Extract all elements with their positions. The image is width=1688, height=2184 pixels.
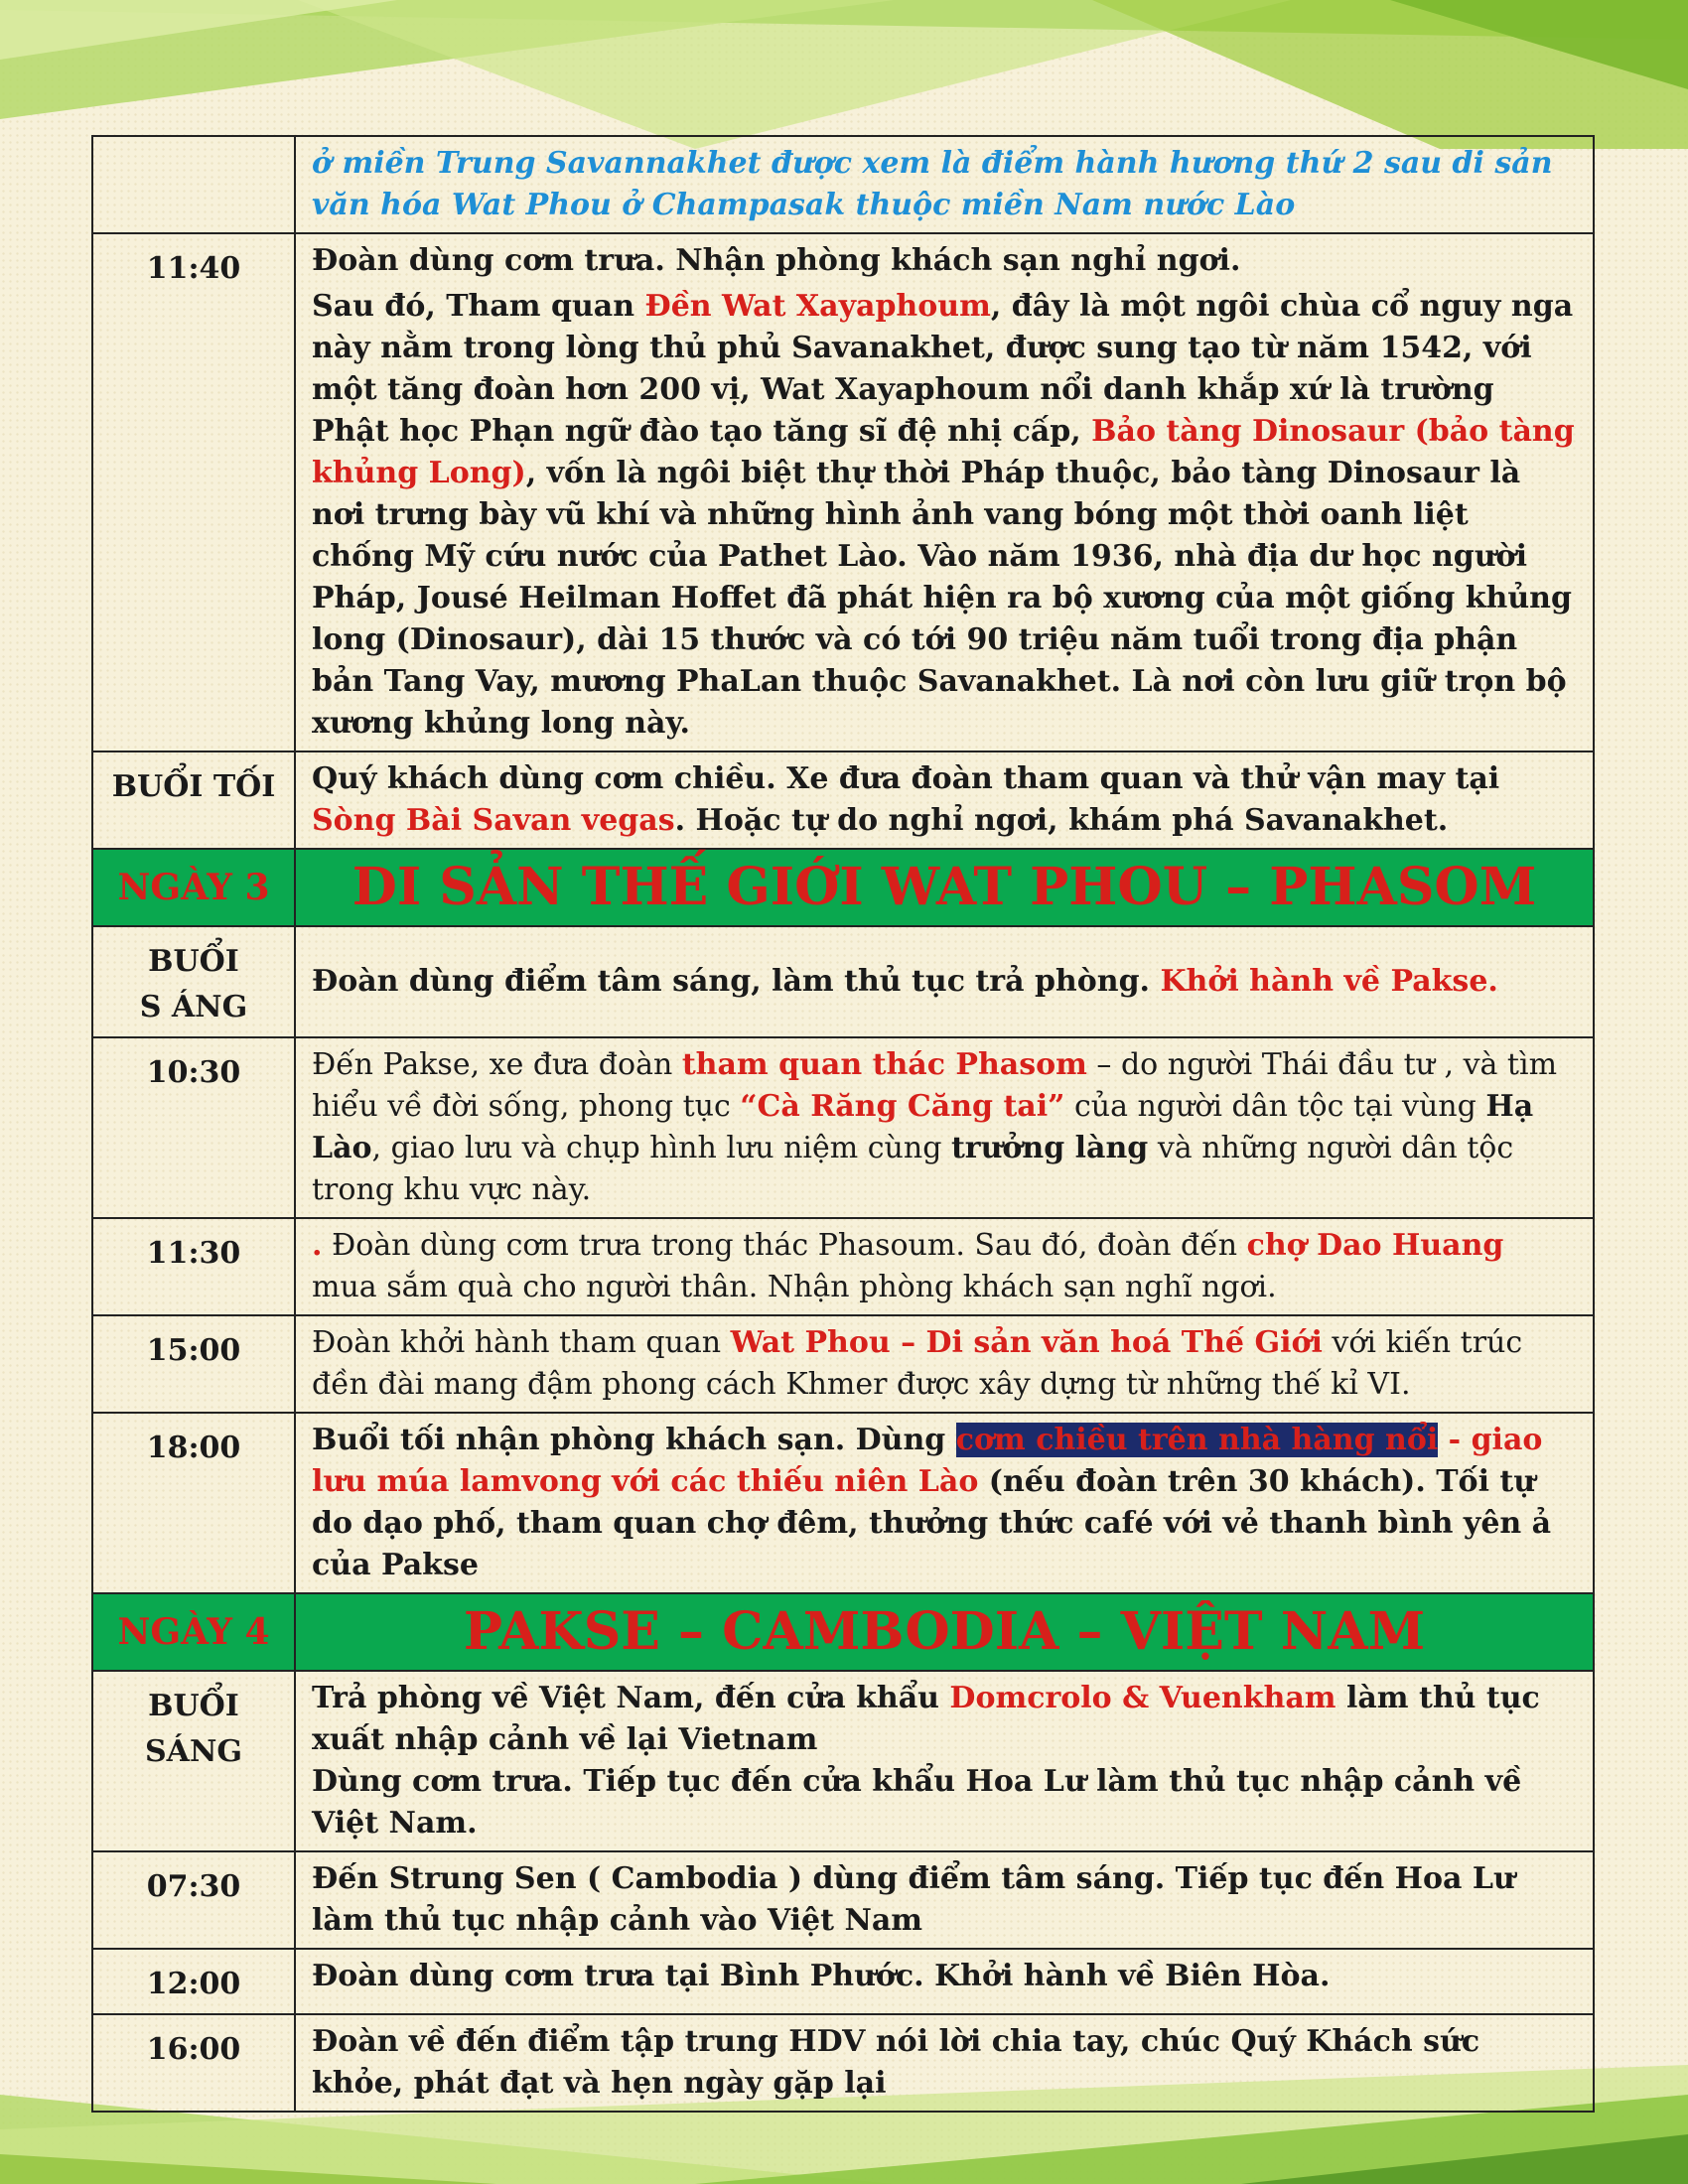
time-cell [92,926,295,1037]
description-text: - [1438,1423,1472,1457]
description-text: , giao lưu và chụp hình lưu niệm cùng [371,1131,951,1165]
description-text: (nếu đoàn trên 30 khách). Tối tự do dạo phố, tham quan chợ đêm, thưởng thức café với vẻ thanh bình yên ả của Pakse [312,1464,1552,1582]
description-cell: Đoàn về đến điểm tập trung HDV nói lời chia tay, chúc Quý Khách sức khỏe, phát đạt và hẹn ngày gặp lại [295,2014,1594,2112]
description-cell: Đến Strung Sen ( Cambodia ) dùng điểm tâm sáng. Tiếp tục đến Hoa Lư làm thủ tục nhập cảnh vào Việt Nam [295,1851,1594,1949]
description-text: Đoàn dùng cơm trưa. Nhận phòng khách sạn nghỉ ngơi. [312,243,1241,278]
description-text: , đây là một ngôi chùa cổ nguy nga này nằm trong lòng thủ phủ Savanakhet, được sung tạo từ năm 1542, với một tăng đoàn hơn 200 vị, Wat Xayaphoum nổi danh khắp xứ là trường Phật học Phạn ngữ đào tạo tăng sĩ đệ nhị cấp, [312,289,1574,449]
table-row [92,1413,1594,1593]
time-cell: 10:30 [92,1037,295,1218]
time-line: BUỔI [148,1689,239,1723]
description-cell: Đoàn dùng cơm trưa tại Bình Phước. Khởi hành về Biên Hòa. [295,1949,1594,2014]
time-line: BUỔI [148,944,239,979]
time-cell [92,136,295,233]
day-label: NGÀY 3 [92,849,295,926]
itinerary-table [91,135,1595,2113]
table-row [92,233,1594,751]
time-cell: 12:00 [92,1949,295,2014]
description-cell [295,926,1594,1037]
table-row [92,136,1594,233]
description-text: – do người Thái đầu tư , và tìm hiểu về đời sống, phong tục [312,1047,1558,1124]
table-row [92,1671,1594,1851]
description-text: ở miền Trung Savannakhet được xem là điểm hành hương thứ 2 sau di sản văn hóa Wat Phou ở Champasak thuộc miền Nam nước Lào [312,146,1553,222]
description-text: Đến Pakse, xe đưa đoàn [312,1047,682,1082]
description-text: Buổi tối nhận phòng khách sạn. Dùng [312,1423,956,1457]
description-cell [295,1315,1594,1413]
description-text: của người dân tộc tại vùng [1064,1089,1486,1124]
table-row [92,1315,1594,1413]
top-green-decoration [0,0,1688,149]
bold-term: Hạ Lào [312,1089,1534,1165]
time-cell: 16:00 [92,2014,295,2112]
time-cell: 15:00 [92,1315,295,1413]
day-title: PAKSE – CAMBODIA – VIỆT NAM [295,1593,1594,1671]
highlight-activity: giao lưu múa lamvong với các thiếu niên Lào [312,1423,1543,1499]
time-cell [92,1671,295,1851]
time-cell: 07:30 [92,1851,295,1949]
highlight-place: Khởi hành về Pakse. [1160,964,1498,999]
time-cell: BUỔI TỐI [92,751,295,849]
description-text: với kiến trúc đền đài mang đậm phong cách Khmer được xây dựng từ những thế kỉ VI. [312,1325,1523,1402]
description-text: làm thủ tục xuất nhập cảnh về lại Vietnam [312,1681,1540,1757]
description-cell [295,1218,1594,1315]
description-text: Đoàn khởi hành tham quan [312,1325,731,1360]
bullet-dot: . [312,1228,323,1263]
table-row [92,1949,1594,2014]
time-line: S ÁNG [139,990,248,1024]
table-row [92,1851,1594,1949]
highlighted-text: cơm chiều trên nhà hàng nổi [955,1423,1439,1457]
description-text: Đoàn dùng cơm trưa trong thác Phasoum. Sau đó, đoàn đến [322,1228,1247,1263]
time-cell: 11:40 [92,233,295,751]
description-cell [295,1671,1594,1851]
description-text: Sau đó, Tham quan [312,289,645,324]
table-row [92,1218,1594,1315]
time-cell: 11:30 [92,1218,295,1315]
description-text: Đoàn dùng điểm tâm sáng, làm thủ tục trả phòng. [312,964,1161,999]
day-header-row [92,1593,1594,1671]
description-text: , vốn là ngôi biệt thự thời Pháp thuộc, bảo tàng Dinosaur là nơi trưng bày vũ khí và những hình ảnh vang bóng một thời oanh liệt chống Mỹ cứu nước của Pathet Lào. Vào năm 1936, nhà địa dư học người Pháp, Jousé Heilman Hoffet đã phát hiện ra bộ xương của một giống khủng long (Dinosaur), dài 15 thước và có tới 90 triệu năm tuổi trong địa phận bản Tang Vay, mương PhaLan thuộc Savanakhet. Là nơi còn lưu giữ trọn bộ xương khủng long này. [312,456,1572,741]
time-cell: 18:00 [92,1413,295,1593]
highlight-place: Bảo tàng Dinosaur (bảo tàng khủng Long) [312,414,1575,490]
description-text: mua sắm quà cho người thân. Nhận phòng khách sạn nghĩ ngơi. [312,1270,1277,1304]
description-cell [295,751,1594,849]
table-row [92,1037,1594,1218]
day-header-row [92,849,1594,926]
description-text: và những người dân tộc trong khu vực này. [312,1131,1514,1207]
highlight-place: “Cà Răng Căng tai” [740,1089,1065,1124]
description-paragraph [312,286,1577,745]
description-paragraph [312,1678,1577,1761]
table-row [92,2014,1594,2112]
description-cell [295,233,1594,751]
description-cell [295,136,1594,233]
highlight-place: chợ Dao Huang [1246,1228,1504,1263]
highlight-place: tham quan thác Phasom [681,1047,1087,1082]
table-row [92,926,1594,1037]
highlight-place: Wat Phou – Di sản văn hoá Thế Giới [730,1325,1323,1360]
highlight-place: Đền Wat Xayaphoum [644,289,991,324]
time-line: SÁNG [145,1734,242,1769]
highlight-place: Sòng Bài Savan vegas [312,803,675,838]
day-label: NGÀY 4 [92,1593,295,1671]
table-row [92,751,1594,849]
highlight-place: Domcrolo & Vuenkham [949,1681,1336,1715]
description-text: Quý khách dùng cơm chiều. Xe đưa đoàn tham quan và thử vận may tại [312,761,1500,796]
day-title: DI SẢN THẾ GIỚI WAT PHOU – PHASOM [295,849,1594,926]
description-cell [295,1037,1594,1218]
bold-term: trưởng làng [950,1131,1149,1165]
description-text: Dùng cơm trưa. Tiếp tục đến cửa khẩu Hoa Lư làm thủ tục nhập cảnh về Việt Nam. [312,1764,1522,1841]
description-text: Trả phòng về Việt Nam, đến cửa khẩu [312,1681,950,1715]
description-cell [295,1413,1594,1593]
description-text: . Hoặc tự do nghỉ ngơi, khám phá Savanakhet. [674,803,1449,838]
